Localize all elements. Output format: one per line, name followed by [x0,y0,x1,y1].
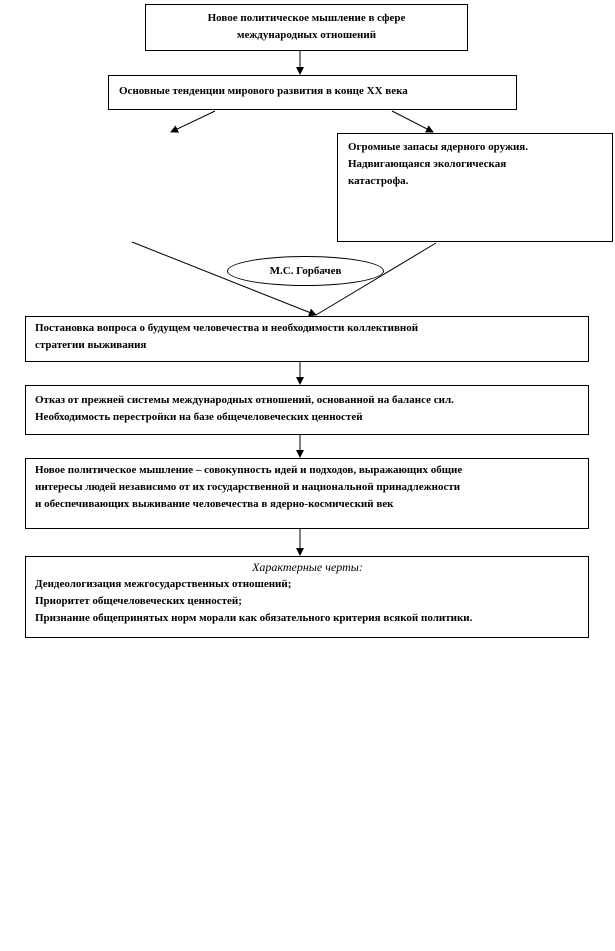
thinking-line-2: интересы людей независимо от их государственной и национальной принадлежности [35,481,461,493]
thinking-box [25,458,589,529]
feature-item: Приоритет общечеловеческих ценностей; [35,595,242,607]
feature-item: Признание общепринятых норм морали как обязательного критерия всякой политики. [35,612,473,624]
features-heading: Характерные черты: [252,560,363,574]
refusal-line-1: Отказ от прежней системы международных отношений, основанной на балансе сил. [35,394,454,406]
feature-item: Деидеологизация межгосударственных отношений; [35,578,292,590]
title-box [145,4,468,51]
thinking-line-3: и обеспечивающих выживание человечества в ядерно-космический век [35,498,394,510]
refusal-box [25,385,589,435]
title-line-2: международных отношений [236,29,377,41]
question-line-2: стратегии выживания [35,339,147,351]
title-line-1: Новое политическое мышление в сфере [207,12,406,24]
gorbachev-oval: М.С. Горбачев [227,256,384,286]
trends-box [108,75,517,110]
trends-text: Основные тенденции мирового развития в конце XX века [119,85,408,97]
threats-line-1: Огромные запасы ядерного оружия. [348,141,529,153]
features-box [25,556,589,638]
threats-line-2: Надвигающаяся экологическая [348,158,507,170]
threats-box [337,133,613,242]
threats-line-3: катастрофа. [348,175,409,187]
arrow-trends-right [392,111,433,132]
question-line-1: Постановка вопроса о будущем человечества и необходимости коллективной [35,322,419,334]
thinking-line-1: Новое политическое мышление – совокупность идей и подходов, выражающих общие [35,464,463,476]
question-box [25,316,589,362]
arrow-trends-left [171,111,215,132]
refusal-line-2: Необходимость перестройки на базе общечеловеческих ценностей [35,411,363,423]
